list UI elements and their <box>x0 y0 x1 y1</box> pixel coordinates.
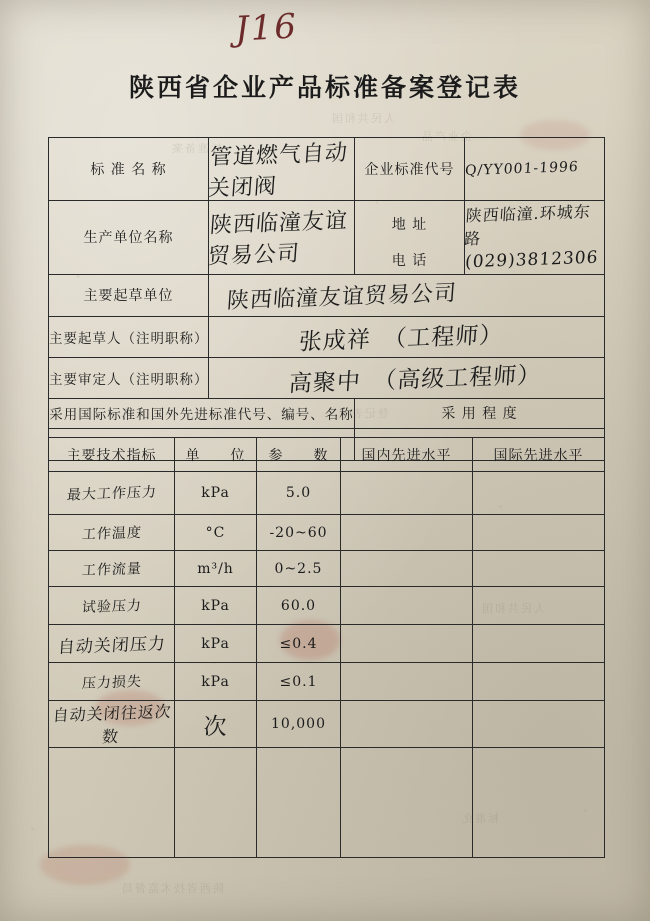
cell-domestic <box>341 551 473 587</box>
label-enterprise-standard-code: 企业标准代号 <box>355 138 465 201</box>
bleed-text: 人民共和国 <box>330 112 395 125</box>
cell-empty <box>341 748 473 858</box>
cell-value: 10,000 <box>257 701 341 748</box>
table-row <box>49 472 605 515</box>
cell-indicator: 试验压力 <box>49 587 175 625</box>
cell-indicator: 工作温度 <box>49 515 175 551</box>
value-main-drafter: 张成祥 （工程师） <box>209 316 605 357</box>
column-header-domestic-level: 国内先进水平 <box>341 438 473 472</box>
table-row <box>49 316 605 357</box>
cell-empty <box>257 748 341 858</box>
cell-domestic <box>341 701 473 748</box>
cell-domestic <box>341 515 473 551</box>
label-main-drafter: 主要起草人（注明职称） <box>49 316 209 357</box>
cell-unit: °C <box>175 515 257 551</box>
cell-value: -20~60 <box>257 515 341 551</box>
table-header-row <box>49 438 605 472</box>
table-row <box>49 551 605 587</box>
cell-international <box>473 587 605 625</box>
table-row <box>49 515 605 551</box>
column-header-international-level: 国际先进水平 <box>473 438 605 472</box>
value-main-drafting-unit: 陕西临潼友谊贸易公司 <box>209 274 605 316</box>
cell-unit: m³/h <box>175 551 257 587</box>
cell-empty <box>175 748 257 858</box>
cell-empty <box>473 748 605 858</box>
cell-international <box>473 515 605 551</box>
table-row <box>49 138 605 201</box>
label-main-reviewer: 主要审定人（注明职称） <box>49 357 209 398</box>
cell-international <box>473 625 605 663</box>
column-header-unit: 单 位 <box>175 438 257 472</box>
cell-international <box>473 551 605 587</box>
table-row-empty <box>49 748 605 858</box>
label-international-standard-adopted: 采用国际标准和国外先进标准代号、编号、名称 <box>49 398 355 428</box>
cell-value: 0~2.5 <box>257 551 341 587</box>
label-main-drafting-unit: 主要起草单位 <box>49 274 209 316</box>
cell-international <box>473 663 605 701</box>
cell-domestic <box>341 625 473 663</box>
cell-value: ≤0.4 <box>257 625 341 663</box>
handwritten-archive-number: J16 <box>233 6 299 50</box>
column-header-value: 参 数 <box>257 438 341 472</box>
technical-spec-table <box>48 437 605 858</box>
label-telephone: 电 话 <box>355 247 465 274</box>
cell-unit: kPa <box>175 472 257 515</box>
cell-value: 5.0 <box>257 472 341 515</box>
table-row <box>49 398 605 428</box>
cell-indicator: 自动关闭压力 <box>49 625 175 663</box>
table-row <box>49 201 605 248</box>
bleed-text: 登记表 <box>350 407 389 420</box>
label-manufacturer-name: 生产单位名称 <box>49 201 209 275</box>
cell-value: 60.0 <box>257 587 341 625</box>
cell-value: ≤0.1 <box>257 663 341 701</box>
cell-indicator: 工作流量 <box>49 551 175 587</box>
table-row <box>49 701 605 748</box>
cell-international <box>473 701 605 748</box>
value-manufacturer-name: 陕西临潼友谊贸易公司 <box>209 201 355 275</box>
label-address: 地 址 <box>355 201 465 248</box>
bleed-text: 标准化 <box>460 812 499 825</box>
column-header-indicator: 主要技术指标 <box>49 438 175 472</box>
table-row <box>49 274 605 316</box>
cell-domestic <box>341 472 473 515</box>
cell-indicator: 最大工作压力 <box>49 472 175 515</box>
cell-unit: 次 <box>175 701 257 748</box>
cell-unit: kPa <box>175 663 257 701</box>
table-row <box>49 587 605 625</box>
cell-indicator: 自动关闭往返次数 <box>49 701 175 748</box>
bleed-text: 企业产品 <box>420 130 472 143</box>
bleed-text: 人民共和国 <box>480 602 545 615</box>
table-row <box>49 357 605 398</box>
table-row <box>49 625 605 663</box>
cell-international <box>473 472 605 515</box>
cell-unit: kPa <box>175 587 257 625</box>
cell-unit: kPa <box>175 625 257 663</box>
label-adoption-degree: 采 用 程 度 <box>355 398 605 428</box>
cell-empty <box>49 748 175 858</box>
cell-indicator: 压力损失 <box>49 663 175 701</box>
value-telephone: (029)3812306 <box>465 247 605 274</box>
value-standard-name: 管道燃气自动关闭阀 <box>209 138 355 201</box>
table-row <box>49 663 605 701</box>
cell-domestic <box>341 587 473 625</box>
label-standard-name: 标 准 名 称 <box>49 138 209 201</box>
bleed-text: 陕西省技术监督局 <box>120 882 224 895</box>
value-enterprise-standard-code: Q/YY001-1996 <box>465 138 605 201</box>
header-table <box>48 137 605 461</box>
bleed-text: 标准备案 <box>170 142 222 155</box>
cell-domestic <box>341 663 473 701</box>
page-title: 陕西省企业产品标准备案登记表 <box>128 73 521 102</box>
value-address: 陕西临潼.环城东路 <box>465 201 605 248</box>
value-main-reviewer: 高聚中 （高级工程师） <box>209 357 605 398</box>
